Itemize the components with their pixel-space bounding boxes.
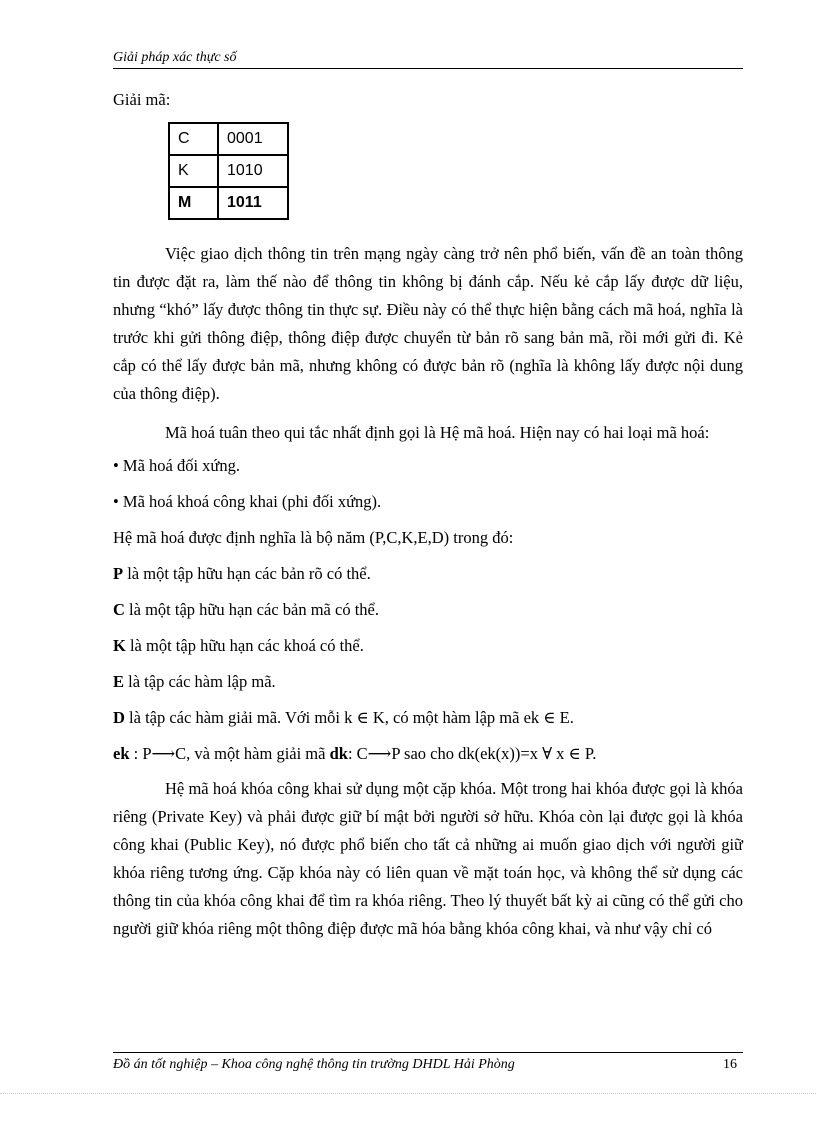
table-row-result — [169, 187, 288, 219]
definition-item — [113, 706, 743, 730]
definition-text: là một tập hữu hạn các bản mã có thể. — [124, 600, 379, 619]
paragraph-intro: Việc giao dịch thông tin trên mạng ngày càng trở nên phổ biến, vấn đề an toàn thông tin được đặt ra, làm thế nào để thông tin không bị đánh cắp. Nếu kẻ cắp lấy được dữ liệu, nhưng “khó” lấy được thông tin thực sự. Điều này có thể thực hiện bằng cách mã hoá, nghĩa là trước khi gửi thông điệp, thông điệp được chuyển từ bản rõ sang bản mã, rồi mới gửi đi. Kẻ cắp có thể lấy được bản mã, nhưng không có được bản rõ (nghĩa là không lấy được nội dung của thông điệp). — [113, 244, 743, 403]
page-edge-divider — [0, 1093, 816, 1094]
table-key-cell: C — [169, 123, 218, 155]
definition-symbol: E — [113, 672, 125, 691]
definition-symbol: K — [113, 636, 126, 655]
table-value-cell: 0001 — [218, 123, 288, 155]
paragraph-types: Mã hoá tuân theo qui tắc nhất định gọi là Hệ mã hoá. Hiện nay có hai loại mã hoá: — [165, 423, 710, 442]
bullet-item: • Mã hoá đối xứng. — [113, 456, 240, 475]
table-row — [169, 123, 288, 155]
definition-item — [113, 634, 743, 658]
definition-text: là tập các hàm giải mã. Với mỗi k ∈ K, có một hàm lập mã ek ∈ E. — [124, 708, 574, 727]
definition-text: là một tập hữu hạn các khoá có thể. — [125, 636, 364, 655]
table-key-cell: K — [169, 155, 218, 187]
formula-dk-text: : C⟶P sao cho dk(ek(x))=x ∀ x ∈ P. — [347, 744, 597, 763]
definition-intro: Hệ mã hoá được định nghĩa là bộ năm (P,C,K,E,D) trong đó: — [113, 528, 514, 547]
table-row — [169, 155, 288, 187]
table-key-cell: M — [169, 187, 218, 219]
footer-text: Đồ án tốt nghiệp – Khoa công nghệ thông tin trường DHDL Hải Phòng — [113, 1057, 515, 1072]
definition-item — [113, 670, 743, 694]
definition-item — [113, 562, 743, 586]
formula-line — [113, 742, 743, 766]
definition-symbol: D — [113, 708, 125, 727]
definition-text: là một tập hữu hạn các bản rõ có thể. — [123, 564, 371, 583]
cipher-table — [168, 122, 289, 220]
table-value-cell: 1011 — [218, 187, 288, 219]
formula-ek-text: : P⟶C, và một hàm giải mã — [129, 744, 330, 763]
section-label: Giải mã: — [113, 90, 171, 109]
definition-symbol: P — [113, 564, 124, 583]
definition-item — [113, 598, 743, 622]
definition-symbol: C — [113, 600, 125, 619]
table-value-cell: 1010 — [218, 155, 288, 187]
page-body — [113, 88, 743, 943]
formula-dk-label: dk — [329, 744, 348, 763]
running-header: Giải pháp xác thực số — [113, 50, 743, 69]
definition-text: là tập các hàm lập mã. — [124, 672, 276, 691]
running-footer — [113, 1052, 743, 1073]
page-number: 16 — [723, 1057, 737, 1072]
paragraph-public-key: Hệ mã hoá khóa công khai sử dụng một cặp khóa. Một trong hai khóa được gọi là khóa riêng (Private Key) và phải được giữ bí mật bởi người sở hữu. Khóa còn lại được gọi là khóa công khai (Public Key), nó được phổ biến cho tất cả những ai muốn giao dịch với người giữ khóa riêng tương ứng. Cặp khóa này có liên quan về mặt toán học, và không thể sử dụng các thông tin của khóa công khai để tìm ra khóa riêng. Theo lý thuyết bất kỳ ai cũng có thể gửi cho người giữ khóa riêng một thông điệp được mã hóa bằng khóa công khai, và như vậy chỉ có — [113, 779, 743, 938]
formula-ek-label: ek — [113, 744, 130, 763]
bullet-item: • Mã hoá khoá công khai (phi đối xứng). — [113, 492, 382, 511]
